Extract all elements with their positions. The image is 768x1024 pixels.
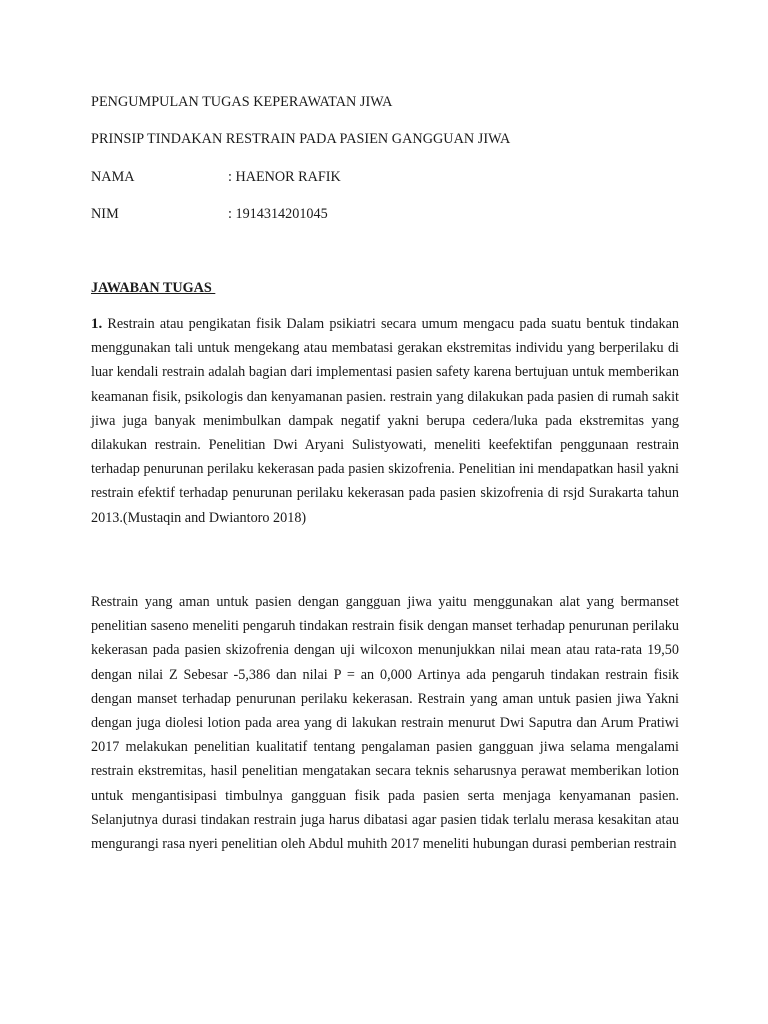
paragraph-1-number: 1. xyxy=(91,316,103,332)
paragraph-2: Restrain yang aman untuk pasien dengan gangguan jiwa yaitu menggunakan alat yang bermanset penelitian saseno meneliti pengaruh tindakan restrain fisik dengan manset terhadap penurunan perilaku kekerasan pada pasien skizofrenia dengan uji wilcoxon menunjukkan nilai mean atau rata-rata 19,50 dengan nilai Z Sebesar -5,386 dan nilai P = an 0,000 Artinya ada pengaruh tindakan restrain fisik dengan manset terhadap penurunan perilaku kekerasan. Restrain yang aman untuk pasien jiwa Yakni dengan juga diolesi lotion pada area yang di lakukan restrain menurut Dwi Saputra dan Arum Pratiwi 2017 melakukan penelitian kualitatif tentang pengalaman pasien gangguan jiwa selama mengalami restrain ekstremitas, hasil penelitian mengatakan secara teknis seharusnya perawat memberikan lotion untuk mengantisipasi timbulnya gangguan fisik pada pasien serta menjaga kenyamanan pasien. Selanjutnya durasi tindakan restrain juga harus dibatasi agar pasien tidak terlalu merasa kesakitan atau mengurangi rasa nyeri penelitian oleh Abdul muhith 2017 meneliti hubungan durasi pemberian restrain xyxy=(91,594,679,853)
nim-label: NIM xyxy=(91,206,119,222)
name-value: : HAENOR RAFIK xyxy=(228,169,341,185)
section-heading: JAWABAN TUGAS xyxy=(91,280,216,296)
paragraph-1 xyxy=(91,312,679,530)
document-subtitle: PRINSIP TINDAKAN RESTRAIN PADA PASIEN GANGGUAN JIWA xyxy=(91,131,511,147)
document-title: PENGUMPULAN TUGAS KEPERAWATAN JIWA xyxy=(91,94,393,110)
nim-value: : 1914314201045 xyxy=(228,206,328,222)
name-label: NAMA xyxy=(91,169,135,185)
paragraph-1-text: Restrain atau pengikatan fisik Dalam psikiatri secara umum mengacu pada suatu bentuk tindakan menggunakan tali untuk mengekang atau membatasi gerakan ekstremitas individu yang berperilaku di luar kendali restrain adalah bagian dari implementasi pasien safety karena bertujuan untuk memberikan keamanan fisik, psikologis dan kenyamanan pasien. restrain yang dilakukan pada pasien di rumah sakit jiwa juga banyak menimbulkan dampak negatif yakni berupa cedera/luka pada ekstremitas yang dilakukan restrain. Penelitian Dwi Aryani Sulistyowati, meneliti keefektifan penggunaan restrain terhadap penurunan perilaku kekerasan pada pasien skizofrenia. Penelitian ini mendapatkan hasil yakni restrain efektif terhadap penurunan perilaku kekerasan pada pasien skizofrenia di rsjd Surakarta tahun 2013.(Mustaqin and Dwiantoro 2018) xyxy=(91,316,679,526)
